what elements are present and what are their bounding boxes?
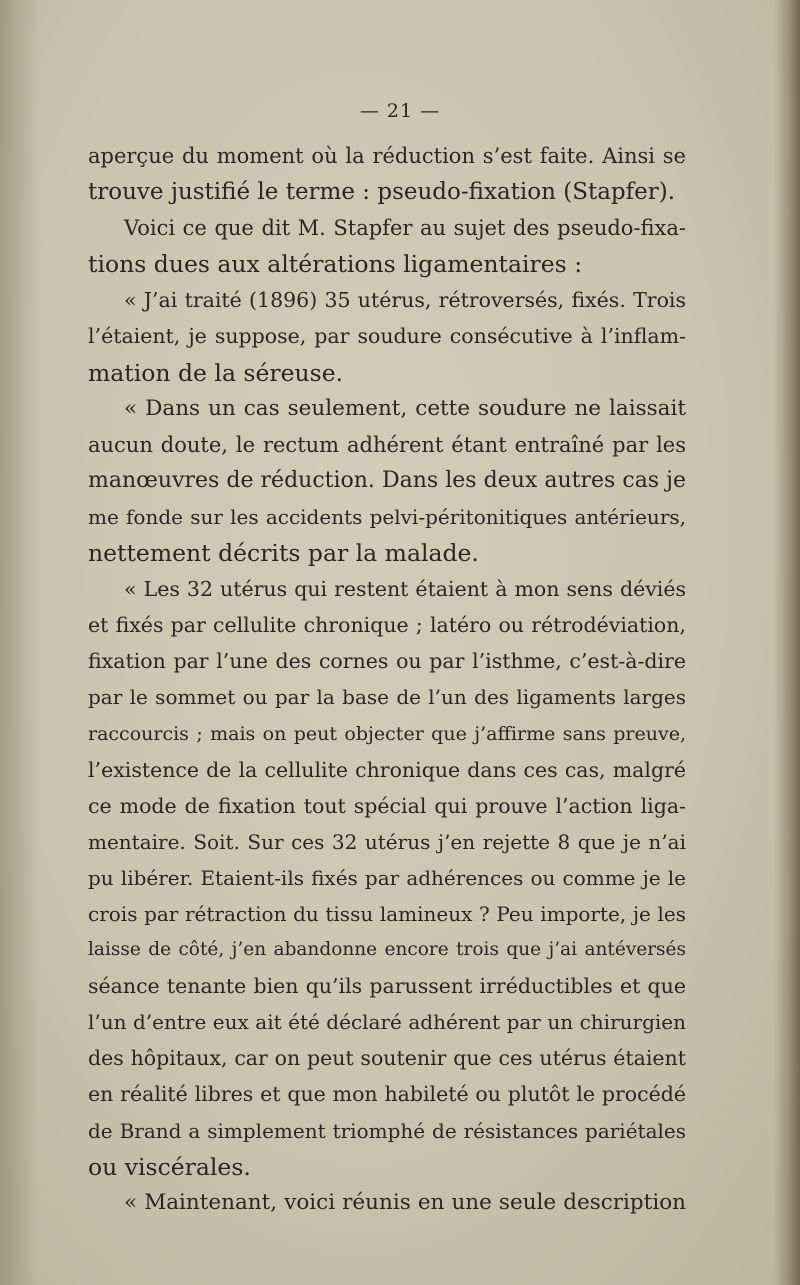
text-line: « J’ai traité (1896) 35 utérus, rétroversés, fixés. Trois [124,288,686,313]
text-line: trouve justifié le terme : pseudo-fixation (Stapfer). [88,179,676,206]
text-line: mentaire. Soit. Sur ces 32 utérus j’en rejette 8 que je n’ai [88,829,686,854]
text-line: séance tenante bien qu’ils parussent irréductibles et que [88,974,686,999]
text-line: manœuvres de réduction. Dans les deux autres cas je [88,467,686,493]
text-line: nettement décrits par la malade. [88,539,479,568]
text-line: en réalité libres et que mon habileté ou plutôt le procédé [88,1082,686,1107]
text-line: laisse de côté, j’en abandonne encore trois que j’ai antéversés [88,939,686,961]
text-line: me fonde sur les accidents pelvi-péritonitiques antérieurs, [88,504,686,529]
text-line: pu libérer. Etaient-ils fixés par adhérences ou comme je le [88,865,686,890]
text-line: mation de la séreuse. [88,358,344,387]
page-number: — 21 — [359,100,441,122]
text-line: crois par rétraction du tissu lamineux ? Peu importe, je les [88,901,686,926]
text-line: tions dues aux altérations ligamentaires : [88,250,583,279]
text-line: ou viscérales. [88,1152,251,1181]
page-shadow-left [0,0,40,1285]
text-line: fixation par l’une des cornes ou par l’isthme, c’est-à-dire [88,649,686,674]
text-line: l’existence de la cellulite chronique dans ces cas, malgré [88,757,686,782]
text-line: aperçue du moment où la réduction s’est faite. Ainsi se [88,144,686,168]
text-line: « Les 32 utérus qui restent étaient à mon sens déviés [124,577,686,602]
text-line: Voici ce que dit M. Stapfer au sujet des pseudo-fixa- [124,216,686,241]
text-line: l’étaient, je suppose, par soudure consécutive à l’inflam- [88,324,686,349]
text-line: l’un d’entre eux ait été déclaré adhérent par un chirurgien [88,1010,686,1035]
body-text [88,138,686,1221]
text-line: de Brand a simplement triomphé de résistances pariétales [88,1118,686,1143]
text-line: aucun doute, le rectum adhérent étant entraîné par les [88,432,686,457]
text-line: « Dans un cas seulement, cette soudure ne laissait [124,395,686,421]
text-line: ce mode de fixation tout spécial qui prouve l’action liga- [88,793,686,818]
text-line: des hôpitaux, car on peut soutenir que ces utérus étaient [88,1046,686,1071]
page-shadow-right [774,0,800,1285]
text-line: raccourcis ; mais on peut objecter que j’affirme sans preuve, [88,722,686,745]
text-line: et fixés par cellulite chronique ; latéro ou rétrodéviation, [88,613,686,638]
text-line: par le sommet ou par la base de l’un des ligaments larges [88,685,686,710]
text-line: « Maintenant, voici réunis en une seule description [124,1189,686,1215]
